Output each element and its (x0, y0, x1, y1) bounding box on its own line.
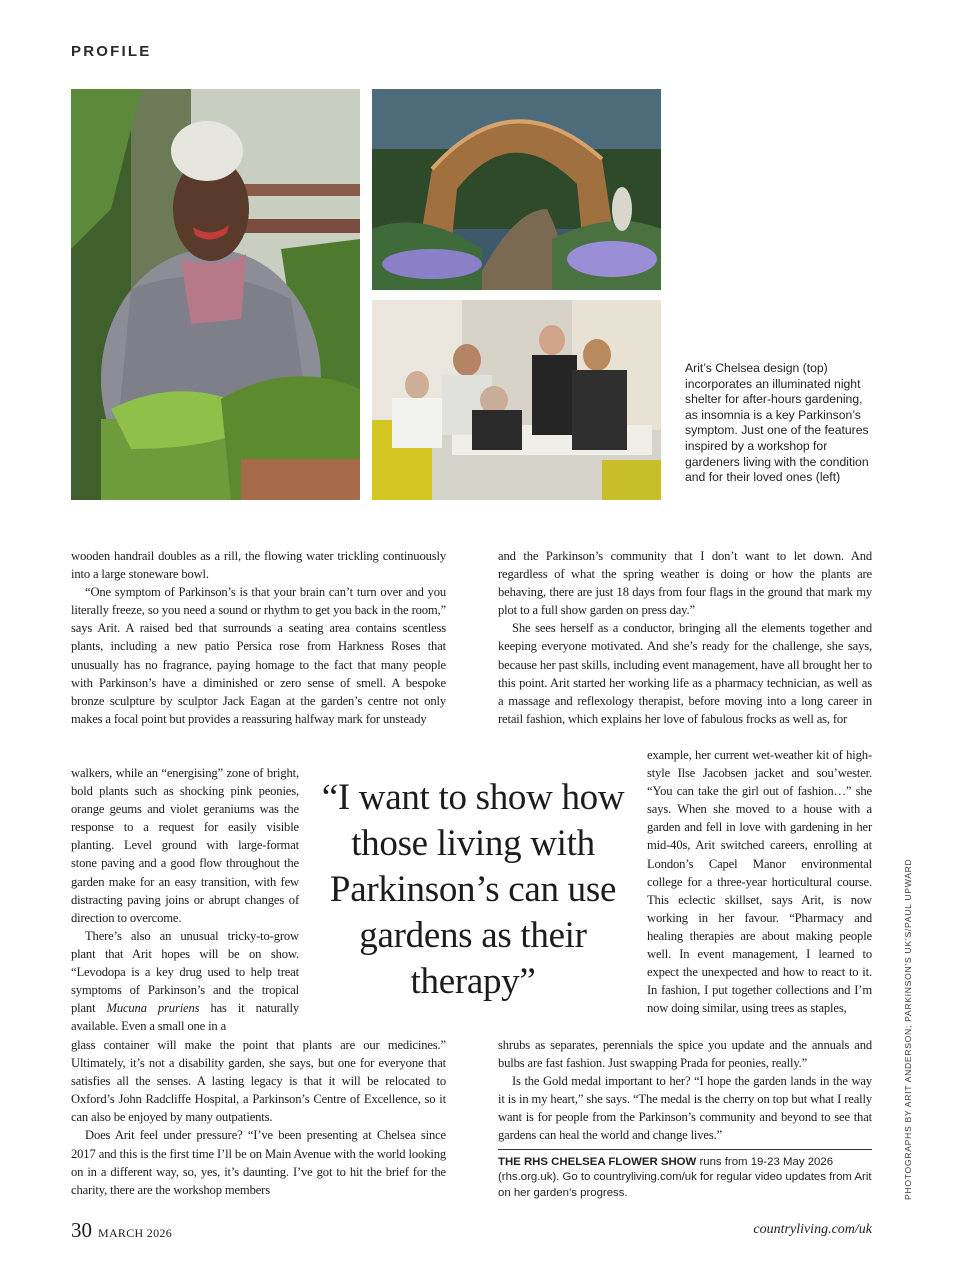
footer-website: countryliving.com/uk (753, 1222, 872, 1237)
paragraph: glass container will make the point that plants are our medicines.” Ultimately, it’s not a disability garden, she says, but one for everyone that satisfies all the senses. A lasting legacy is that it will be relocated to Oxford’s John Radcliffe Hospital, a Parkinson’s Centre of Excellence, so it can also be enjoyed by many outpatients. (71, 1038, 446, 1125)
article-right-column-top (498, 547, 872, 728)
paragraph: wooden handrail doubles as a rill, the flowing water trickling continuously into a large stoneware bowl. (71, 549, 446, 582)
paragraph: Does Arit feel under pressure? “I’ve been presenting at Chelsea since 2017 and this is the first time I’ll be on Main Avenue with the world looking on in a different way, so, yes, it’s daunting. I’ve got to hit the brief for the charity, there are the workshop members (71, 1128, 446, 1197)
paragraph: “One symptom of Parkinson’s is that your brain can’t turn over and you literally freeze, so you need a sound or rhythm to get you back in the room,” says Arit. A raised bed that surrounds a seating area contains scentless plants, including a new patio Persica rose from Harkness Roses that unusually has no fragrance, paying homage to the fact that many people with Parkinson’s have a diminished or zero sense of smell. A bespoke bronze sculpture by sculptor Jack Eagan at the garden’s centre not only makes a focal point but provides a reassuring halfway mark for unsteady (71, 585, 446, 726)
paragraph: walkers, while an “energising” zone of bright, bold plants such as shocking pink peonies, orange geums and violet geraniums was the response to a request for easily visible planting. Level ground with large-format stone paving and a good flow throughout the garden make for an easy transition, with few distracting paving joins or abrupt changes of direction to overcome. (71, 766, 299, 925)
paragraph (71, 927, 299, 1036)
article-right-column-bottom (498, 1036, 872, 1145)
paragraph: She sees herself as a conductor, bringing all the elements together and keeping everyone motivated. And she’s ready for the challenge, she says, because her past skills, including event management, have all brought her to this point. Arit started her working life as a pharmacy technician, as well as a massage and reflexology therapist, before moving into a long career in retail fashion, which explains her love of fabulous frocks as well as, for (498, 621, 872, 726)
page-number: 30 (71, 1218, 92, 1242)
footer-folio (71, 1218, 172, 1243)
photo-workshop (372, 300, 661, 500)
photo-caption: Arit’s Chelsea design (top) incorporates an illuminated night shelter for after-hours gardening, as insomnia is a key Parkinson’s symptom. Just one of the features inspired by a workshop for gardeners living with the condition and for their loved ones (left) (685, 361, 869, 485)
event-title: THE RHS CHELSEA FLOWER SHOW (498, 1156, 697, 1168)
article-right-column-wrap (647, 746, 872, 1017)
plant-name-italic: Mucuna pruriens (106, 1001, 200, 1016)
text-run: has it naturally available. Even a small one in a (71, 1001, 299, 1034)
photo-credit: PHOTOGRAPHS BY ARIT ANDERSON; PARKINSON’S UK’S/PAUL UPWARD (903, 858, 913, 1200)
section-label: PROFILE (71, 43, 152, 60)
paragraph: example, her current wet-weather kit of high-style Ilse Jacobsen jacket and sou’wester. “You can take the girl out of fashion…” she says. When she moved to a house with a garden and fell in love with gardening in her mid-40s, Arit switched careers, enrolling at London’s Capel Manor environmental college for a three-year horticultural course. This eclectic skillset, says Arit, is now working in her favour. “Pharmacy and healing therapies are about making people well. In event management, I learned to expect the unexpected and how to react to it. In fashion, I put together collections and I’m now doing similar, using trees as staples, (647, 748, 872, 1016)
text-run: There’s also an unusual tricky-to-grow plant that Arit hopes will be on show. “Levodopa is a key drug used to help treat symptoms of Parkinson’s and the tropical plant (71, 928, 299, 1016)
paragraph: shrubs as separates, perennials the spice you update and the annuals and bulbs are fast fashion. Just swapping Prada for peonies, really.” (498, 1038, 872, 1071)
photo-chelsea-design (372, 89, 661, 290)
paragraph: and the Parkinson’s community that I don’t want to let down. And regardless of what the spring weather is doing or how the plants are behaving, there are just 18 days from four flags in the ground that mark my plot to a full show garden on press day.” (498, 549, 872, 618)
photo-arit-greenhouse (71, 89, 360, 500)
issue-date: MARCH 2026 (98, 1226, 173, 1240)
article-left-column-top (71, 547, 446, 728)
article-left-column-bottom (71, 1036, 446, 1199)
article-left-column-wrap (71, 764, 299, 1035)
paragraph: Is the Gold medal important to her? “I hope the garden lands in the way it is in my heart,” she says. “The medal is the cherry on top but what I really want is for people from the Parkinson’s community and beyond to see that gardens can heal the world and change lives.” (498, 1074, 872, 1143)
event-info-box (498, 1155, 872, 1201)
pull-quote: “I want to show how those living with Parkinson’s can use gardens as their therapy” (321, 777, 625, 1002)
event-details: runs from 19-23 May 2026 (rhs.org.uk). Go to countryliving.com/uk for regular video updates from Arit on her garden’s progress. (498, 1156, 872, 1199)
divider (498, 1149, 872, 1150)
